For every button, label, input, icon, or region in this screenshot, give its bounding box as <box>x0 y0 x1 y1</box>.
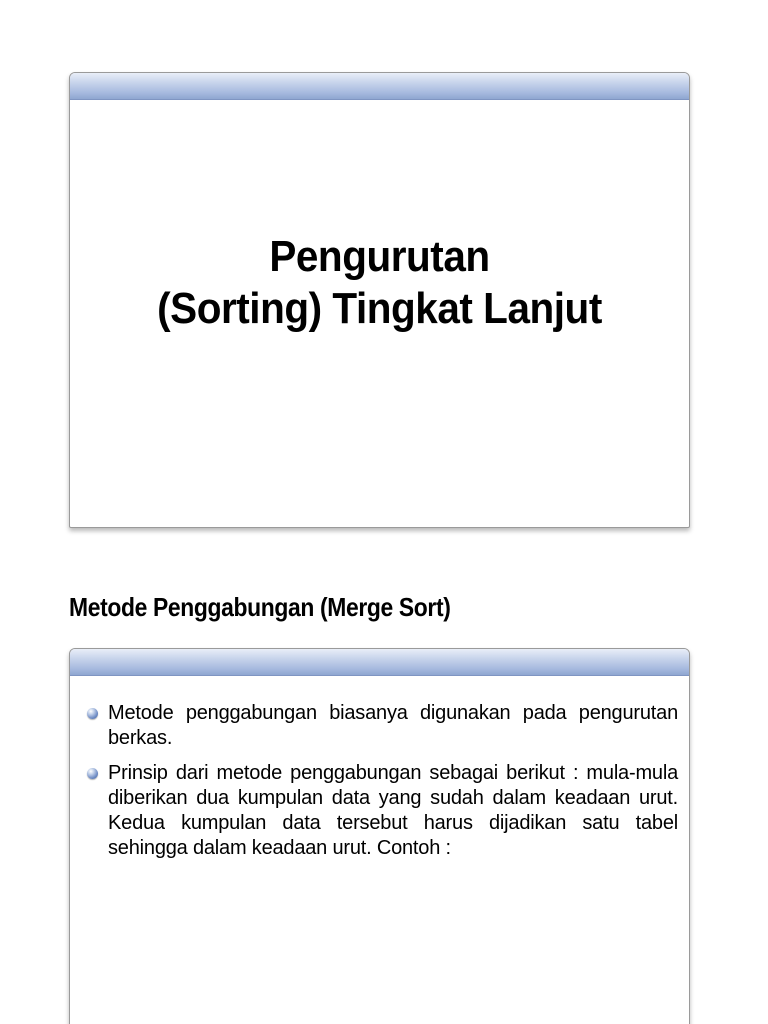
title-slide <box>69 72 690 528</box>
bullet-icon <box>87 708 98 719</box>
bullet-icon <box>87 768 98 779</box>
bullet-item <box>86 761 678 861</box>
slide-title-line-1: Pengurutan <box>269 232 490 281</box>
bullet-list <box>86 701 678 871</box>
section-heading: Metode Penggabungan (Merge Sort) <box>69 592 451 622</box>
bullet-text: Prinsip dari metode penggabungan sebagai berikut : mula-mula diberikan dua kumpulan data yang sudah dalam keadaan urut. Kedua kumpulan data tersebut harus dijadikan satu tabel sehingga dalam keadaan urut. Contoh : <box>108 762 678 859</box>
slide-header-bar <box>70 649 689 676</box>
slide-header-bar <box>70 73 689 100</box>
slide-title-line-2: (Sorting) Tingkat Lanjut <box>157 284 602 333</box>
bullet-item <box>86 701 678 751</box>
slide-title <box>70 231 689 335</box>
bullet-text: Metode penggabungan biasanya digunakan pada pengurutan berkas. <box>108 702 678 749</box>
